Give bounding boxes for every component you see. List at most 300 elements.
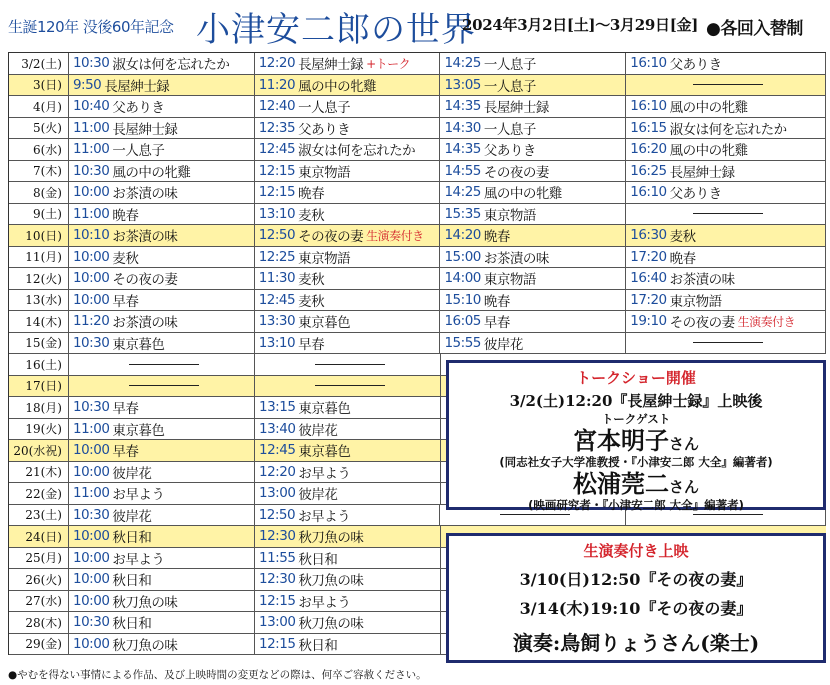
screening-cell	[440, 247, 626, 268]
date-cell: 4(月)	[9, 96, 69, 117]
no-screening-dash	[129, 364, 199, 365]
screening-cell	[69, 161, 255, 182]
film-title: お茶漬の味	[112, 186, 178, 203]
screening-time: 11:20	[72, 313, 110, 330]
date-cell: 3(日)	[9, 75, 69, 96]
film-title: 彼岸花	[298, 487, 338, 504]
screening-cell	[69, 483, 255, 504]
footer-note: ●やむを得ない事情による作品、及び上映時間の変更などの際は、何卒ご容赦ください。	[8, 669, 427, 681]
screening-cell	[440, 268, 626, 289]
screening-cell	[255, 376, 441, 397]
film-title: お早よう	[112, 487, 165, 504]
film-title: その夜の妻	[669, 315, 735, 332]
screening-time: 10:40	[72, 98, 110, 115]
guest1-name: 宮本明子	[572, 426, 669, 455]
date-cell: 12(火)	[9, 268, 69, 289]
screening-cell	[255, 483, 441, 504]
screening-cell	[440, 118, 626, 139]
screening-time: 14:25	[444, 184, 481, 201]
screening-time: 10:00	[73, 463, 110, 480]
date-cell: 27(水)	[9, 591, 69, 612]
film-title: 東京物語	[483, 272, 536, 289]
screening-cell	[255, 419, 441, 440]
film-title: 長屋紳士録	[112, 121, 178, 138]
film-title: 秋日和	[112, 573, 152, 590]
film-title: 風の中の牝雞	[298, 78, 377, 95]
date-cell: 25(月)	[9, 548, 69, 569]
screening-time: 11:00	[72, 119, 110, 136]
no-screening-dash	[693, 514, 763, 515]
screening-time: 9:50	[72, 76, 102, 93]
screening-time: 10:30	[72, 334, 110, 351]
live-performer: 演奏:鳥飼りょうさん(楽士)	[512, 631, 760, 655]
screening-time: 10:00	[73, 635, 110, 652]
film-title: その夜の妻	[483, 164, 549, 181]
screening-time: 12:30	[259, 571, 296, 588]
film-title: その夜の妻	[298, 229, 364, 246]
no-screening-dash	[315, 364, 385, 365]
header	[0, 0, 830, 50]
screening-time: 17:20	[630, 248, 667, 265]
screening-time: 12:50	[258, 506, 296, 523]
screening-cell	[69, 548, 255, 569]
film-title: 秋日和	[112, 530, 152, 547]
film-title: 一人息子	[483, 57, 536, 74]
screening-cell	[626, 161, 826, 182]
film-title: 東京物語	[298, 164, 351, 181]
screening-cell	[69, 634, 255, 655]
screening-time: 12:35	[258, 119, 296, 136]
screening-time: 12:15	[259, 592, 296, 609]
live-show-1: 3/10(日)12:50『その夜の妻』	[519, 570, 753, 589]
film-title: 一人息子	[112, 143, 165, 160]
film-title: 麦秋	[298, 293, 325, 310]
date-cell: 6(水)	[9, 139, 69, 160]
guest1-description: (同志社女子大学准教授・『小津安二郎 大全』編著者)	[499, 455, 773, 469]
screening-cell	[255, 311, 441, 332]
screening-cell	[69, 505, 255, 526]
screening-cell	[255, 182, 441, 203]
header-subtitle: 生誕120年 没後60年記念	[8, 18, 174, 36]
screening-cell	[255, 462, 441, 483]
screening-time: 12:45	[258, 291, 296, 308]
film-title: 早春	[112, 444, 139, 461]
live-music-box	[446, 533, 826, 663]
screening-cell	[440, 290, 626, 311]
screening-cell	[255, 333, 441, 354]
date-cell: 15(金)	[9, 333, 69, 354]
screening-time: 14:55	[444, 162, 481, 179]
screening-time: 12:25	[258, 248, 296, 265]
film-title: 東京暮色	[112, 336, 165, 353]
table-row	[9, 268, 826, 290]
film-title: 麦秋	[298, 272, 325, 289]
screening-time: 12:40	[258, 98, 296, 115]
screening-cell	[69, 247, 255, 268]
film-title: 淑女は何を忘れたか	[669, 121, 787, 138]
film-title: 淑女は何を忘れたか	[298, 143, 416, 160]
screening-time: 16:40	[630, 270, 667, 287]
film-title: 父ありき	[112, 100, 165, 117]
screening-cell	[626, 96, 826, 117]
guest2-honorific: さん	[668, 478, 699, 496]
film-title: お茶漬の味	[483, 250, 549, 267]
no-screening-dash	[693, 342, 763, 343]
screening-time: 15:00	[444, 248, 481, 265]
film-title: 彼岸花	[483, 336, 523, 353]
film-title: 長屋紳士録	[298, 57, 364, 74]
screening-time: 13:00	[259, 485, 296, 502]
screening-time: 10:10	[72, 227, 110, 244]
screening-cell	[69, 376, 255, 397]
date-cell: 22(金)	[9, 483, 69, 504]
screening-cell	[440, 96, 626, 117]
date-cell: 17(日)	[9, 376, 69, 397]
screening-cell	[626, 311, 826, 332]
header-dates: 2024年3月2日[土]〜3月29日[金]	[462, 16, 699, 34]
screening-time: 14:30	[444, 119, 481, 136]
film-title: 父ありき	[483, 143, 536, 160]
film-title: 早春	[112, 293, 139, 310]
screening-time: 13:00	[259, 614, 296, 631]
film-title: 晩春	[483, 229, 510, 246]
screening-time: 10:00	[73, 442, 110, 459]
screening-time: 12:15	[258, 184, 296, 201]
date-cell: 16(土)	[9, 354, 69, 375]
date-cell: 9(土)	[9, 204, 69, 225]
film-title: 麦秋	[112, 250, 139, 267]
screening-cell	[69, 268, 255, 289]
film-title: 晩春	[669, 250, 696, 267]
talk-guest-label: トークゲスト	[601, 412, 671, 426]
film-title: お茶漬の味	[112, 229, 178, 246]
screening-cell	[255, 225, 441, 246]
talk-heading: トークショー開催	[576, 369, 696, 387]
screening-cell	[626, 225, 826, 246]
film-title: お早よう	[112, 551, 165, 568]
table-row	[9, 96, 826, 118]
screening-cell	[255, 440, 441, 461]
screening-cell	[626, 333, 826, 354]
screening-cell	[626, 53, 826, 74]
no-screening-dash	[129, 385, 199, 386]
no-screening-dash	[693, 213, 763, 214]
table-row	[9, 75, 826, 97]
film-title: 父ありき	[669, 57, 722, 74]
screening-cell	[255, 634, 441, 655]
date-cell: 21(木)	[9, 462, 69, 483]
screening-cell	[440, 225, 626, 246]
screening-cell	[255, 118, 441, 139]
screening-cell	[255, 53, 441, 74]
live-show-2: 3/14(木)19:10『その夜の妻』	[519, 599, 753, 618]
film-title: 早春	[112, 401, 139, 418]
film-title: 麦秋	[669, 229, 696, 246]
table-row	[9, 290, 826, 312]
date-cell: 13(水)	[9, 290, 69, 311]
date-cell: 7(木)	[9, 161, 69, 182]
film-title: 一人息子	[483, 121, 536, 138]
film-title: 秋刀魚の味	[298, 530, 364, 547]
screening-cell	[440, 182, 626, 203]
screening-time: 12:20	[258, 55, 296, 72]
screening-time: 11:00	[72, 141, 110, 158]
table-row	[9, 204, 826, 226]
film-title: 麦秋	[298, 207, 325, 224]
screening-cell	[69, 419, 255, 440]
screening-time: 16:25	[630, 162, 667, 179]
screening-time: 14:20	[444, 227, 481, 244]
film-title: 一人息子	[298, 100, 351, 117]
table-row	[9, 53, 826, 75]
live-heading: 生演奏付き上映	[583, 542, 689, 560]
screening-cell	[69, 397, 255, 418]
screening-cell	[255, 139, 441, 160]
screening-time: 16:05	[444, 313, 481, 330]
screening-cell	[626, 75, 826, 96]
date-cell: 14(木)	[9, 311, 69, 332]
screening-cell	[69, 96, 255, 117]
table-row	[9, 225, 826, 247]
screening-cell	[69, 612, 255, 633]
screening-cell	[69, 290, 255, 311]
screening-time: 14:35	[444, 98, 481, 115]
screening-cell	[440, 204, 626, 225]
screening-time: 16:30	[630, 227, 667, 244]
screening-time: 13:15	[259, 399, 296, 416]
screening-cell	[69, 333, 255, 354]
screening-time: 16:15	[630, 119, 667, 136]
screening-time: 10:00	[73, 592, 110, 609]
screening-cell	[255, 96, 441, 117]
film-title: 淑女は何を忘れたか	[112, 57, 230, 74]
date-cell: 29(金)	[9, 634, 69, 655]
guest1-honorific: さん	[668, 435, 699, 453]
screening-cell	[440, 161, 626, 182]
film-title: 風の中の牝雞	[669, 100, 748, 117]
screening-time: 19:10	[630, 313, 667, 330]
screening-cell	[626, 290, 826, 311]
page-title: 小津安二郎の世界	[196, 10, 476, 50]
screening-cell	[626, 139, 826, 160]
screening-time: 13:10	[258, 205, 296, 222]
table-row	[9, 139, 826, 161]
screening-time: 16:10	[630, 98, 667, 115]
date-cell: 20(水祝)	[9, 440, 69, 461]
film-title: 秋刀魚の味	[298, 573, 364, 590]
screening-cell	[69, 225, 255, 246]
screening-time: 14:25	[444, 55, 481, 72]
screening-time: 10:30	[73, 399, 110, 416]
screening-cell	[69, 204, 255, 225]
film-title: 早春	[483, 315, 510, 332]
screening-time: 15:10	[444, 291, 481, 308]
film-title: お茶漬の味	[112, 315, 178, 332]
film-title: 一人息子	[483, 78, 536, 95]
screening-time: 11:00	[73, 420, 110, 437]
screening-time: 10:30	[73, 614, 110, 631]
screening-time: 11:30	[258, 270, 296, 287]
table-row	[9, 311, 826, 333]
screening-cell	[255, 569, 441, 590]
no-screening-dash	[315, 385, 385, 386]
screening-cell	[255, 505, 441, 526]
screening-time: 12:45	[258, 141, 296, 158]
date-cell: 19(火)	[9, 419, 69, 440]
film-title: お早よう	[298, 465, 351, 482]
film-title: 風の中の牝雞	[483, 186, 562, 203]
film-title: 東京物語	[298, 250, 351, 267]
film-title: 彼岸花	[298, 422, 338, 439]
screening-cell	[440, 139, 626, 160]
screening-cell	[255, 612, 441, 633]
talk-show-box	[446, 360, 826, 510]
film-title: 秋日和	[112, 616, 152, 633]
film-title: お茶漬の味	[669, 272, 735, 289]
film-title: その夜の妻	[112, 272, 178, 289]
date-cell: 3/2(土)	[9, 53, 69, 74]
screening-time: 11:00	[72, 205, 110, 222]
date-cell: 24(日)	[9, 526, 69, 547]
table-row	[9, 118, 826, 140]
screening-cell	[69, 354, 255, 375]
film-title: 秋日和	[298, 637, 338, 654]
header-ticket-note: ●各回入替制	[706, 19, 803, 39]
screening-time: 10:00	[72, 270, 110, 287]
screening-cell	[255, 290, 441, 311]
screening-cell	[440, 333, 626, 354]
date-cell: 23(土)	[9, 505, 69, 526]
talk-datetime: 3/2(土)12:20『長屋紳士録』上映後	[509, 392, 763, 410]
film-title: 東京暮色	[298, 444, 351, 461]
film-title: 東京暮色	[112, 422, 165, 439]
screening-cell	[626, 182, 826, 203]
screening-time: 14:00	[444, 270, 481, 287]
screening-cell	[69, 526, 255, 547]
screening-time: 10:00	[73, 571, 110, 588]
screening-cell	[255, 397, 441, 418]
date-cell: 28(木)	[9, 612, 69, 633]
film-title: 東京暮色	[298, 315, 351, 332]
screening-cell	[69, 182, 255, 203]
date-cell: 5(火)	[9, 118, 69, 139]
screening-time: 16:10	[630, 184, 667, 201]
screening-cell	[69, 53, 255, 74]
table-row	[9, 333, 826, 355]
screening-time: 10:00	[72, 184, 110, 201]
special-tag: 生演奏付き	[737, 314, 796, 329]
screening-cell	[255, 75, 441, 96]
screening-time: 17:20	[630, 291, 667, 308]
film-title: 長屋紳士録	[669, 164, 735, 181]
date-cell: 8(金)	[9, 182, 69, 203]
screening-cell	[69, 75, 255, 96]
special-tag: 生演奏付き	[366, 228, 424, 243]
screening-cell	[69, 462, 255, 483]
screening-time: 12:50	[258, 227, 296, 244]
screening-cell	[255, 204, 441, 225]
film-title: 彼岸花	[112, 465, 152, 482]
guest2-description: (映画研究者・『小津安二郎 大全』編著者)	[528, 498, 744, 512]
screening-time: 11:00	[73, 485, 110, 502]
screening-cell	[69, 591, 255, 612]
screening-cell	[255, 161, 441, 182]
film-title: お早よう	[298, 594, 351, 611]
screening-time: 12:15	[259, 635, 296, 652]
film-title: 早春	[298, 336, 325, 353]
screening-time: 16:10	[630, 55, 667, 72]
screening-cell	[440, 75, 626, 96]
screening-cell	[255, 268, 441, 289]
film-title: 秋日和	[298, 551, 338, 568]
screening-cell	[69, 440, 255, 461]
date-cell: 10(日)	[9, 225, 69, 246]
screening-time: 10:00	[73, 528, 110, 545]
screening-cell	[255, 526, 441, 547]
screening-cell	[255, 591, 441, 612]
screening-time: 15:55	[444, 334, 481, 351]
film-title: 秋刀魚の味	[112, 637, 178, 654]
film-title: 彼岸花	[112, 508, 152, 525]
screening-time: 12:30	[259, 528, 296, 545]
screening-time: 13:30	[258, 313, 296, 330]
table-row	[9, 161, 826, 183]
film-title: お早よう	[298, 508, 351, 525]
film-title: 風の中の牝雞	[112, 164, 191, 181]
screening-time: 10:30	[72, 55, 110, 72]
screening-time: 10:30	[72, 162, 110, 179]
screening-time: 11:55	[259, 549, 296, 566]
screening-cell	[69, 569, 255, 590]
no-screening-dash	[693, 84, 763, 85]
screening-time: 13:10	[258, 334, 296, 351]
table-row	[9, 247, 826, 269]
screening-time: 10:00	[72, 291, 110, 308]
film-title: 晩春	[112, 207, 139, 224]
screening-cell	[440, 311, 626, 332]
screening-cell	[69, 139, 255, 160]
table-row	[9, 182, 826, 204]
special-tag: +トーク	[366, 56, 411, 71]
date-cell: 26(火)	[9, 569, 69, 590]
film-title: 長屋紳士録	[483, 100, 549, 117]
screening-cell	[69, 118, 255, 139]
screening-cell	[626, 247, 826, 268]
film-title: 父ありき	[669, 186, 722, 203]
film-title: 東京物語	[669, 293, 722, 310]
screening-time: 13:05	[444, 76, 481, 93]
screening-cell	[255, 548, 441, 569]
screening-time: 10:00	[73, 549, 110, 566]
screening-time: 14:35	[444, 141, 481, 158]
screening-time: 11:20	[258, 76, 296, 93]
screening-time: 10:30	[72, 506, 110, 523]
screening-time: 10:00	[72, 248, 110, 265]
screening-cell	[69, 311, 255, 332]
film-title: 晩春	[483, 293, 510, 310]
film-title: 東京暮色	[298, 401, 351, 418]
screening-cell	[255, 354, 441, 375]
screening-cell	[440, 53, 626, 74]
film-title: 風の中の牝雞	[669, 143, 748, 160]
no-screening-dash	[500, 514, 570, 515]
film-title: 父ありき	[298, 121, 351, 138]
film-title: 秋刀魚の味	[298, 616, 364, 633]
film-title: 東京物語	[483, 207, 536, 224]
screening-cell	[626, 204, 826, 225]
screening-time: 15:35	[444, 205, 481, 222]
screening-time: 13:40	[259, 420, 296, 437]
